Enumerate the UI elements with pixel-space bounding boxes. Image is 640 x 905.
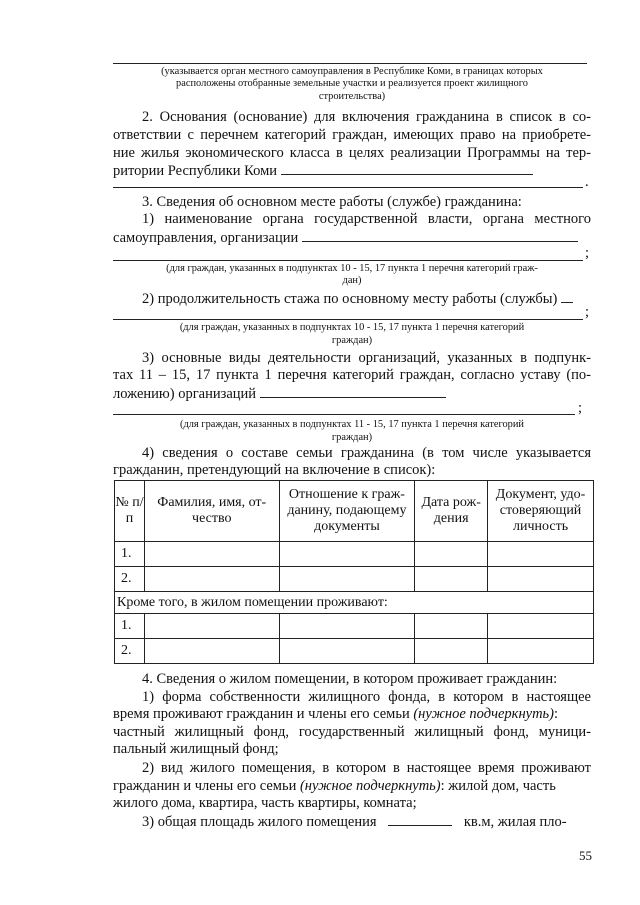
- section4-item1-line4: пальный жилищный фонд;: [113, 741, 279, 757]
- row-number: 1.: [115, 542, 145, 567]
- full-name-cell[interactable]: [144, 542, 279, 567]
- birth-date-cell[interactable]: [415, 567, 488, 592]
- also-living-label: Кроме того, в жилом помещении проживают:: [115, 592, 594, 614]
- section3-item2-line1-text: 2) продолжительность стажа по основному месту работы (службы): [142, 291, 558, 307]
- section3-item2-line1: [142, 290, 591, 308]
- section4-item3-line1-post: кв.м, жилая пло-: [463, 814, 567, 830]
- section3-item3-fill-line: [260, 385, 446, 398]
- section4-item1-line2-text: время проживают гражданин и члены его семьи: [113, 706, 410, 722]
- birth-date-cell[interactable]: [415, 639, 488, 664]
- authority-note-line2: расположены отобранные земельные участки и реализуется проект жилищного: [176, 78, 528, 89]
- col-header-birth-date: Дата рож- дения: [415, 481, 488, 542]
- section3-item4-line2: гражданин, претендующий на включение в список):: [113, 462, 436, 478]
- table-row: [115, 614, 594, 639]
- authority-underline: [113, 63, 587, 64]
- section4-item1-line2-post: :: [554, 706, 559, 722]
- authority-note-line1: (указывается орган местного самоуправления в Республике Коми, в границах которых: [161, 66, 543, 77]
- section4-item1-line1: 1) форма собственности жилищного фонда, в котором в настоящее: [142, 689, 591, 705]
- row-number: 1.: [115, 614, 145, 639]
- section3-item2-note1: (для граждан, указанных в подпунктах 10 - 15, 17 пункта 1 перечня категорий: [179, 322, 525, 333]
- identity-document-cell[interactable]: [488, 567, 594, 592]
- table-row: [115, 567, 594, 592]
- identity-document-cell[interactable]: [488, 614, 594, 639]
- section2-line3: ние жилья экономического класса в целях реализации Программы на тер-: [113, 145, 591, 161]
- table-row: [115, 542, 594, 567]
- section3-item1-end-mark: ;: [585, 245, 590, 261]
- section3-item3-line2: тах 11 – 15, 17 пункта 1 перечня категорий граждан, согласно уставу (по-: [113, 367, 591, 383]
- section2-line4-text: ритории Республики Коми: [113, 163, 278, 179]
- section2-fill-line: [281, 162, 533, 175]
- section4-item2-line2: [113, 778, 591, 795]
- full-name-cell[interactable]: [144, 614, 279, 639]
- section3-item1-note2: дан): [342, 275, 362, 286]
- row-number: 2.: [115, 567, 145, 592]
- section3-item3-line3: [113, 385, 591, 403]
- relation-cell[interactable]: [279, 542, 415, 567]
- also-living-row: [115, 592, 594, 614]
- section3-item3-end-mark: ;: [578, 400, 583, 416]
- section4-title: 4. Сведения о жилом помещении, в котором проживает гражданин:: [142, 671, 558, 687]
- section4-item2-line3: жилого дома, квартира, часть квартиры, комната;: [113, 795, 417, 811]
- section3-item3-answer-line: [113, 414, 575, 415]
- row-number: 2.: [115, 639, 145, 664]
- relation-cell[interactable]: [279, 639, 415, 664]
- section4-item2-line1: 2) вид жилого помещения, в котором в настоящее время проживают: [142, 760, 591, 776]
- section2-line4: [113, 162, 591, 180]
- section4-item1-line2: [113, 706, 591, 723]
- section3-item3-note2: граждан): [331, 432, 373, 443]
- full-name-cell[interactable]: [144, 567, 279, 592]
- family-composition-table: [114, 480, 594, 664]
- col-header-identity-document: Документ, удо- стоверяющий личность: [488, 481, 594, 542]
- section3-item4-line1: 4) сведения о составе семьи гражданина (в том числе указывается: [142, 445, 591, 461]
- full-name-cell[interactable]: [144, 639, 279, 664]
- section3-title: 3. Сведения об основном месте работы (службе) гражданина:: [142, 194, 522, 210]
- section2-line1: 2. Основания (основание) для включения гражданина в список в со-: [142, 109, 591, 125]
- section4-item2-line2-text: гражданин и члены его семьи: [113, 778, 297, 794]
- identity-document-cell[interactable]: [488, 542, 594, 567]
- birth-date-cell[interactable]: [415, 614, 488, 639]
- section4-item2-line2-post: : жилой дом, часть: [440, 778, 556, 794]
- col-header-full-name: Фамилия, имя, от- чество: [144, 481, 279, 542]
- section4-item2-line2-emphasis: (нужное подчеркнуть): [299, 778, 441, 794]
- section4-item1-line3: частный жилищный фонд, государственный жилищный фонд, муници-: [113, 724, 591, 740]
- section3-item3-line3-text: ложению) организаций: [113, 386, 257, 402]
- identity-document-cell[interactable]: [488, 639, 594, 664]
- birth-date-cell[interactable]: [415, 542, 488, 567]
- section2-answer-line: [113, 187, 583, 188]
- section3-item1-note1: (для граждан, указанных в подпунктах 10 - 15, 17 пункта 1 перечня категорий граж-: [166, 263, 538, 274]
- relation-cell[interactable]: [279, 567, 415, 592]
- section4-item3-line1: [142, 813, 591, 831]
- table-row: [115, 639, 594, 664]
- section3-item1-fill-line: [302, 229, 578, 242]
- table-header-row: [115, 481, 594, 542]
- authority-note-line3: строительства): [318, 91, 386, 102]
- section3-item2-fill-line: [561, 290, 573, 303]
- section3-item1-answer-line: [113, 260, 583, 261]
- section3-item1-line2-text: самоуправления, организации: [113, 230, 299, 246]
- section3-item3-note1: (для граждан, указанных в подпунктах 11 - 15, 17 пункта 1 перечня категорий: [180, 419, 524, 430]
- section4-item3-line1-text: 3) общая площадь жилого помещения: [142, 814, 377, 830]
- col-header-number: № п/п: [115, 481, 145, 542]
- section3-item1-line2: [113, 229, 591, 247]
- section4-item3-fill-line: [388, 813, 452, 826]
- section3-item1-line1: 1) наименование органа государственной власти, органа местного: [142, 211, 591, 227]
- section4-item1-line2-emphasis: (нужное подчеркнуть): [413, 706, 554, 722]
- relation-cell[interactable]: [279, 614, 415, 639]
- section3-item3-line1: 3) основные виды деятельности организаций, указанных в подпунк-: [142, 350, 591, 366]
- section3-item2-end-mark: ;: [585, 304, 590, 320]
- section2-end-mark: .: [585, 174, 589, 190]
- col-header-relation: Отношение к граж- данину, подающему документы: [279, 481, 415, 542]
- page-number: 55: [579, 848, 592, 863]
- section2-line2: ответствии с перечнем категорий граждан, имеющих право на приобрете-: [113, 127, 591, 143]
- section3-item2-note2: граждан): [331, 335, 373, 346]
- section3-item2-answer-line: [113, 319, 583, 320]
